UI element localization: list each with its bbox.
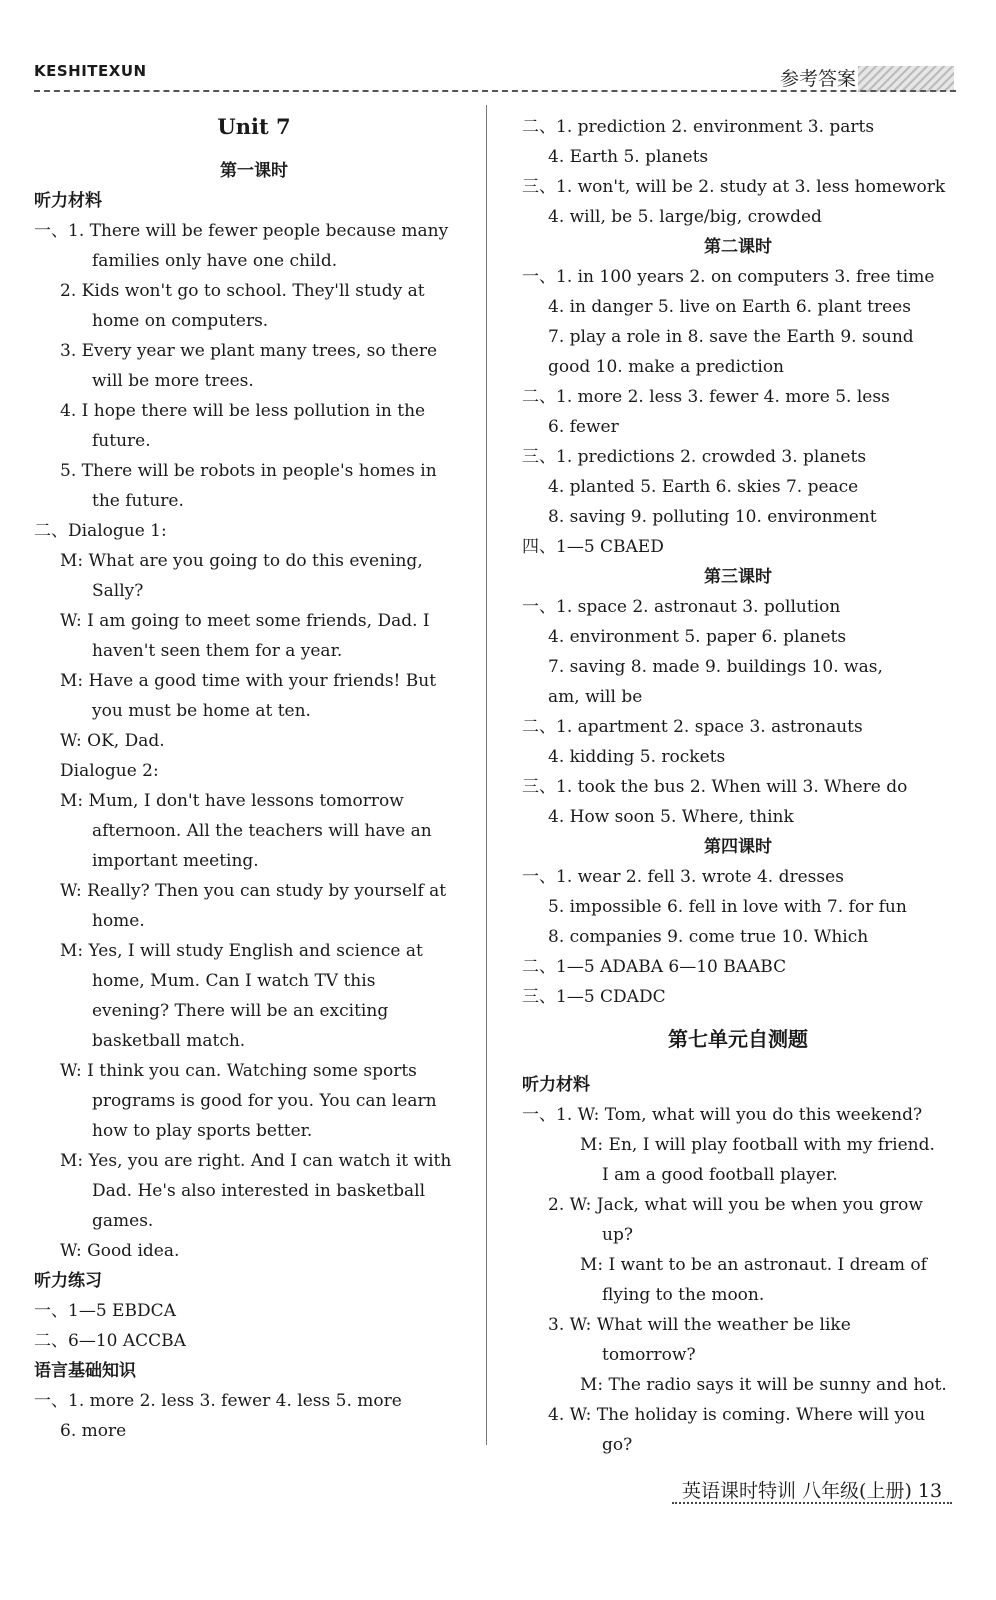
- left-line: home, Mum. Can I watch TV this: [92, 971, 376, 991]
- right-line: M: I want to be an astronaut. I dream of: [580, 1255, 927, 1275]
- right-line: 4. will, be 5. large/big, crowded: [548, 207, 822, 227]
- header-band: [858, 66, 954, 92]
- right-line: M: En, I will play football with my friend.: [580, 1135, 935, 1155]
- right-line: flying to the moon.: [602, 1285, 765, 1305]
- right-line: 二、1. prediction 2. environment 3. parts: [522, 117, 875, 137]
- left-line: haven't seen them for a year.: [92, 641, 343, 661]
- right-line: 4. in danger 5. live on Earth 6. plant trees: [548, 297, 911, 317]
- left-line: M: What are you going to do this evening,: [60, 551, 423, 571]
- right-line: 第七单元自测题: [668, 1027, 808, 1051]
- column-divider: [486, 105, 487, 1445]
- left-line: M: Have a good time with your friends! But: [60, 671, 437, 691]
- left-line: M: Yes, you are right. And I can watch it with: [60, 1151, 452, 1171]
- footer-text: [682, 1476, 942, 1503]
- right-line: 4. Earth 5. planets: [548, 147, 709, 167]
- right-line: 听力材料: [522, 1075, 590, 1095]
- left-line: 听力材料: [34, 191, 102, 211]
- right-line: 二、1. apartment 2. space 3. astronauts: [522, 717, 863, 737]
- left-line: 听力练习: [34, 1271, 102, 1291]
- right-line: 四、1—5 CBAED: [522, 537, 664, 557]
- left-line: W: Really? Then you can study by yourself at: [60, 881, 447, 901]
- right-line: 二、1. more 2. less 3. fewer 4. more 5. less: [522, 387, 890, 407]
- header-brand: KESHITEXUN: [34, 62, 147, 80]
- left-column: [34, 112, 474, 1446]
- left-line: 一、1. more 2. less 3. fewer 4. less 5. more: [34, 1391, 402, 1411]
- right-line: 二、1—5 ADABA 6—10 BAABC: [522, 957, 787, 977]
- left-line: 第一课时: [220, 161, 288, 181]
- left-line: M: Mum, I don't have lessons tomorrow: [60, 791, 404, 811]
- right-line: 第四课时: [704, 837, 772, 857]
- left-line: important meeting.: [92, 851, 259, 871]
- right-line: I am a good football player.: [602, 1165, 838, 1185]
- right-line: 一、1. space 2. astronaut 3. pollution: [522, 597, 841, 617]
- left-line: M: Yes, I will study English and science at: [60, 941, 423, 961]
- right-line: good 10. make a prediction: [548, 357, 784, 377]
- right-line: 7. saving 8. made 9. buildings 10. was,: [548, 657, 883, 677]
- right-line: up?: [602, 1225, 633, 1245]
- right-line: tomorrow?: [602, 1345, 696, 1365]
- right-line: 一、1. in 100 years 2. on computers 3. free time: [522, 267, 935, 287]
- right-line: 4. How soon 5. Where, think: [548, 807, 794, 827]
- right-line: am, will be: [548, 687, 643, 707]
- left-line: home.: [92, 911, 145, 931]
- right-line: 5. impossible 6. fell in love with 7. for fun: [548, 897, 907, 917]
- left-line: basketball match.: [92, 1031, 246, 1051]
- right-line: 2. W: Jack, what will you be when you grow: [548, 1195, 923, 1215]
- left-line: W: Good idea.: [60, 1241, 180, 1261]
- right-line: 三、1—5 CDADC: [522, 987, 666, 1007]
- left-line: Dad. He's also interested in basketball: [92, 1181, 426, 1201]
- footer-rule: [672, 1502, 952, 1504]
- right-column: [522, 112, 954, 1460]
- right-line: 4. environment 5. paper 6. planets: [548, 627, 847, 647]
- left-line: W: I think you can. Watching some sports: [60, 1061, 417, 1081]
- right-line: 3. W: What will the weather be like: [548, 1315, 851, 1335]
- left-line: Dialogue 2:: [60, 761, 159, 781]
- left-line: families only have one child.: [92, 251, 338, 271]
- left-line: home on computers.: [92, 311, 269, 331]
- left-line: future.: [92, 431, 151, 451]
- right-line: 4. planted 5. Earth 6. skies 7. peace: [548, 477, 859, 497]
- left-line: you must be home at ten.: [92, 701, 311, 721]
- right-line: 第二课时: [704, 237, 772, 257]
- left-line: afternoon. All the teachers will have an: [92, 821, 432, 841]
- left-line: 二、Dialogue 1:: [34, 521, 167, 541]
- header-title: 参考答案: [780, 68, 857, 90]
- right-line: 一、1. wear 2. fell 3. wrote 4. dresses: [522, 867, 844, 887]
- right-line: 7. play a role in 8. save the Earth 9. sound: [548, 327, 914, 347]
- right-line: 4. W: The holiday is coming. Where will you: [548, 1405, 926, 1425]
- right-line: 8. saving 9. polluting 10. environment: [548, 507, 877, 527]
- right-line: go?: [602, 1435, 633, 1455]
- right-line: 一、1. W: Tom, what will you do this weekend?: [522, 1105, 923, 1125]
- left-line: 2. Kids won't go to school. They'll study at: [60, 281, 425, 301]
- right-line: 8. companies 9. come true 10. Which: [548, 927, 869, 947]
- left-line: Unit 7: [217, 114, 291, 139]
- right-line: 4. kidding 5. rockets: [548, 747, 726, 767]
- left-line: will be more trees.: [92, 371, 254, 391]
- left-line: Sally?: [92, 581, 144, 601]
- left-line: 语言基础知识: [34, 1361, 136, 1381]
- left-line: how to play sports better.: [92, 1121, 313, 1141]
- left-line: W: OK, Dad.: [60, 731, 165, 751]
- left-line: 4. I hope there will be less pollution in the: [60, 401, 426, 421]
- left-line: 一、1. There will be fewer people because many: [34, 221, 449, 241]
- right-line: 三、1. predictions 2. crowded 3. planets: [522, 447, 867, 467]
- page-number: 13: [917, 1480, 943, 1502]
- left-line: the future.: [92, 491, 184, 511]
- left-line: 3. Every year we plant many trees, so there: [60, 341, 438, 361]
- left-line: games.: [92, 1211, 154, 1231]
- left-line: 6. more: [60, 1421, 127, 1441]
- left-line: W: I am going to meet some friends, Dad. I: [60, 611, 430, 631]
- right-line: M: The radio says it will be sunny and hot.: [580, 1375, 947, 1395]
- header-rule: [34, 90, 956, 92]
- footer-book-title: 英语课时特训 八年级(上册): [682, 1480, 912, 1502]
- left-line: programs is good for you. You can learn: [92, 1091, 437, 1111]
- left-line: 一、1—5 EBDCA: [34, 1301, 176, 1321]
- left-line: 二、6—10 ACCBA: [34, 1331, 186, 1351]
- right-line: 6. fewer: [548, 417, 619, 437]
- right-line: 三、1. took the bus 2. When will 3. Where do: [522, 777, 908, 797]
- right-line: 第三课时: [704, 567, 772, 587]
- left-line: evening? There will be an exciting: [92, 1001, 389, 1021]
- right-line: 三、1. won't, will be 2. study at 3. less homework: [522, 177, 946, 197]
- left-line: 5. There will be robots in people's homes in: [60, 461, 437, 481]
